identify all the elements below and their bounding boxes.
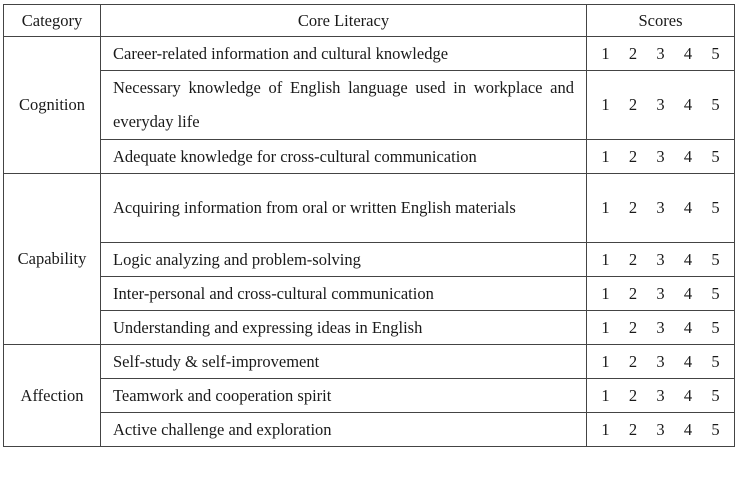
score-option: 5 xyxy=(711,43,720,63)
score-option: 3 xyxy=(656,385,665,405)
literacy-item: Logic analyzing and problem-solving xyxy=(101,243,587,277)
score-option: 4 xyxy=(683,43,693,63)
score-option: 5 xyxy=(711,249,720,269)
score-option: 3 xyxy=(656,43,665,63)
literacy-item: Inter-personal and cross-cultural communication xyxy=(101,277,587,311)
literacy-item: Adequate knowledge for cross-cultural communication xyxy=(101,140,587,174)
literacy-item: Necessary knowledge of English language used in workplace and everyday life xyxy=(101,71,587,140)
score-option: 1 xyxy=(601,43,610,63)
score-option: 3 xyxy=(656,198,665,217)
score-scale xyxy=(587,243,735,277)
score-option: 5 xyxy=(711,317,720,337)
score-option: 1 xyxy=(601,95,610,114)
score-option: 2 xyxy=(628,43,638,63)
score-option: 4 xyxy=(683,249,693,269)
score-option: 2 xyxy=(628,419,638,439)
literacy-item: Acquiring information from oral or written English materials xyxy=(101,174,587,243)
score-option: 4 xyxy=(683,419,693,439)
score-option: 2 xyxy=(628,317,638,337)
score-option: 5 xyxy=(711,351,720,371)
score-option: 1 xyxy=(601,351,610,371)
score-option: 2 xyxy=(628,198,638,217)
score-option: 5 xyxy=(711,419,720,439)
table-row xyxy=(4,140,735,174)
table-row xyxy=(4,345,735,379)
table-row xyxy=(4,277,735,311)
literacy-item: Teamwork and cooperation spirit xyxy=(101,379,587,413)
category-cell-capability: Capability xyxy=(4,174,101,345)
score-option: 4 xyxy=(683,283,693,303)
score-option: 2 xyxy=(628,249,638,269)
score-option: 5 xyxy=(711,146,720,166)
score-scale xyxy=(587,71,735,140)
score-option: 4 xyxy=(683,351,693,371)
score-option: 5 xyxy=(711,283,720,303)
table-row xyxy=(4,174,735,243)
score-scale xyxy=(587,174,735,243)
score-scale xyxy=(587,311,735,345)
table-row xyxy=(4,413,735,447)
score-option: 1 xyxy=(601,146,610,166)
score-option: 2 xyxy=(628,146,638,166)
score-option: 1 xyxy=(601,249,610,269)
score-option: 4 xyxy=(683,317,693,337)
score-scale xyxy=(587,277,735,311)
score-option: 5 xyxy=(711,198,720,217)
score-option: 2 xyxy=(628,351,638,371)
score-option: 2 xyxy=(628,385,638,405)
score-option: 3 xyxy=(656,283,665,303)
score-option: 4 xyxy=(683,95,693,114)
score-option: 3 xyxy=(656,146,665,166)
header-row xyxy=(4,5,735,37)
score-option: 3 xyxy=(656,351,665,371)
category-cell-cognition: Cognition xyxy=(4,37,101,174)
score-option: 4 xyxy=(683,385,693,405)
category-cell-affection: Affection xyxy=(4,345,101,447)
table-row xyxy=(4,311,735,345)
header-scores: Scores xyxy=(587,5,735,37)
score-option: 5 xyxy=(711,385,720,405)
literacy-item: Career-related information and cultural knowledge xyxy=(101,37,587,71)
table-row xyxy=(4,243,735,277)
header-core-literacy: Core Literacy xyxy=(101,5,587,37)
score-option: 1 xyxy=(601,317,610,337)
score-option: 1 xyxy=(601,283,610,303)
table-row xyxy=(4,71,735,140)
table-row xyxy=(4,37,735,71)
score-option: 1 xyxy=(601,419,610,439)
score-scale xyxy=(587,345,735,379)
table-row xyxy=(4,379,735,413)
header-category: Category xyxy=(4,5,101,37)
score-option: 3 xyxy=(656,317,665,337)
score-option: 2 xyxy=(628,95,638,114)
score-scale xyxy=(587,140,735,174)
score-scale xyxy=(587,379,735,413)
score-option: 4 xyxy=(683,198,693,217)
score-option: 4 xyxy=(683,146,693,166)
score-option: 3 xyxy=(656,249,665,269)
score-option: 2 xyxy=(628,283,638,303)
score-option: 3 xyxy=(656,419,665,439)
literacy-item: Understanding and expressing ideas in English xyxy=(101,311,587,345)
score-scale xyxy=(587,37,735,71)
core-literacy-table xyxy=(3,4,735,447)
literacy-item: Active challenge and exploration xyxy=(101,413,587,447)
literacy-item: Self-study & self-improvement xyxy=(101,345,587,379)
score-option: 5 xyxy=(711,95,720,114)
score-option: 1 xyxy=(601,385,610,405)
score-scale xyxy=(587,413,735,447)
score-option: 3 xyxy=(656,95,665,114)
score-option: 1 xyxy=(601,198,610,217)
